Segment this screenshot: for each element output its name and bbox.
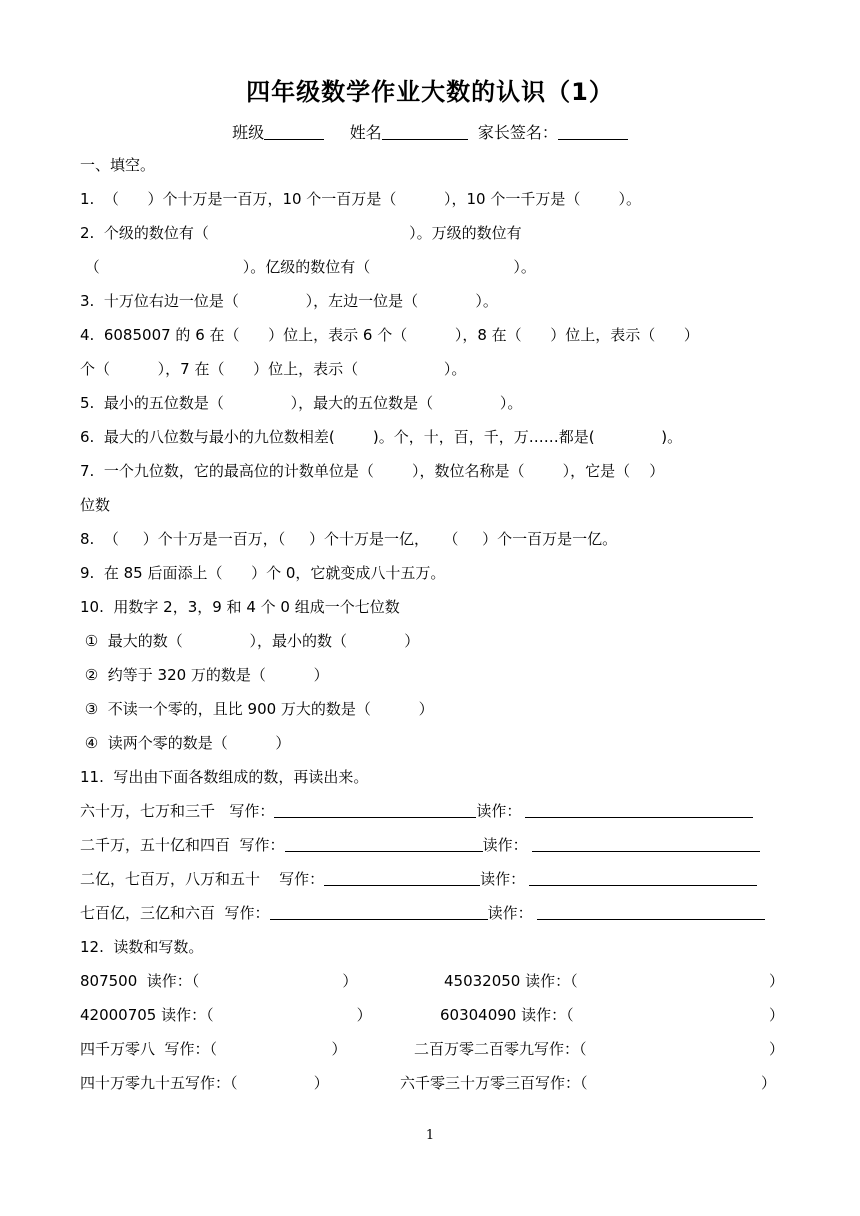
read-label: 读作：: [476, 802, 522, 820]
question-7-line-2: 位数: [80, 496, 111, 514]
q12-right: 45032050 读作：（: [444, 972, 578, 990]
question-2-line-2: （ ）。亿级的数位有（ ）。: [80, 258, 536, 276]
q11-row: [80, 832, 790, 858]
close-paren: ）: [768, 972, 784, 990]
question-10-part-3: ③ 不读一个零的，且比 900 万大的数是（ ）: [80, 700, 434, 718]
q11-row-label: 七百亿，三亿和六百: [80, 904, 225, 922]
q12-row-right: [400, 1070, 790, 1096]
question-1: 1. （ ）个十万是一百万，10 个一百万是（ ），10 个一千万是（ ）。: [80, 190, 641, 208]
write-blank: [324, 869, 480, 886]
q11-row-label: 六十万，七万和三千: [80, 802, 230, 820]
close-paren: ）: [768, 1006, 784, 1024]
question-10-part-2: ② 约等于 320 万的数是（ ）: [80, 666, 329, 684]
question-9: 9. 在 85 后面添上（ ）个 0，它就变成八十五万。: [80, 564, 446, 582]
close-paren: ）: [760, 1074, 776, 1092]
q12-right: 六千零三十万零三百写作：（: [400, 1074, 588, 1092]
signature-line: [0, 120, 860, 146]
read-blank: [532, 835, 760, 852]
write-blank: [270, 903, 488, 920]
q11-row-label: 二亿，七百万，八万和五十: [80, 870, 280, 888]
write-label: 写作：: [229, 802, 275, 820]
parent-sign-blank: [558, 123, 628, 140]
name-label: 姓名: [349, 123, 382, 142]
q11-row-label: 二千万，五十亿和四百: [80, 836, 240, 854]
write-blank: [274, 801, 476, 818]
parent-sign-label: 家长签名：: [477, 123, 558, 142]
q12-left: 807500 读作：（ ）: [80, 972, 358, 990]
q12-left: 四十万零九十五写作：（ ）: [80, 1074, 329, 1092]
q12-row-right: [440, 1002, 790, 1028]
write-blank: [285, 835, 483, 852]
read-blank: [525, 801, 753, 818]
write-label: 写作：: [239, 836, 285, 854]
read-blank: [537, 903, 765, 920]
read-label: 读作：: [487, 904, 533, 922]
question-4-line-1: 4. 6085007 的 6 在（ ）位上，表示 6 个（ ），8 在（ ）位上，表示（ ）: [80, 326, 699, 344]
q12-left: 42000705 读作：（ ）: [80, 1006, 372, 1024]
q11-row: [80, 798, 790, 824]
read-label: 读作：: [482, 836, 528, 854]
q12-right: 二百万零二百零九写作：（: [414, 1040, 587, 1058]
page-title: 四年级数学作业大数的认识（1）: [246, 78, 614, 106]
q12-row-right: [444, 968, 790, 994]
question-10: 10. 用数字 2，3，9 和 4 个 0 组成一个七位数: [80, 598, 400, 616]
section-heading: 一、填空。: [80, 156, 156, 174]
name-blank: [382, 123, 468, 140]
question-11: 11. 写出由下面各数组成的数，再读出来。: [80, 768, 369, 786]
q11-row: [80, 900, 790, 926]
write-label: 写作：: [224, 904, 270, 922]
q12-left: 四千万零八 写作：（ ）: [80, 1040, 347, 1058]
page-number: 1: [425, 1128, 435, 1143]
read-blank: [529, 869, 757, 886]
q11-row: [80, 866, 790, 892]
close-paren: ）: [768, 1040, 784, 1058]
read-label: 读作：: [480, 870, 526, 888]
question-8: 8. （ ）个十万是一百万，（ ）个十万是一亿， （ ）个一百万是一亿。: [80, 530, 618, 548]
question-6: 6. 最大的八位数与最小的九位数相差( )。个，十，百，千，万……都是( )。: [80, 428, 683, 446]
question-3: 3. 十万位右边一位是（ ），左边一位是（ ）。: [80, 292, 498, 310]
question-4-line-2: 个（ ），7 在（ ）位上，表示（ ）。: [80, 360, 467, 378]
question-2-line-1: 2. 个级的数位有（ ）。万级的数位有: [80, 224, 522, 242]
question-12: 12. 读数和写数。: [80, 938, 204, 956]
question-10-part-1: ① 最大的数（ ），最小的数（ ）: [80, 632, 420, 650]
write-label: 写作：: [279, 870, 325, 888]
class-blank: [264, 123, 324, 140]
question-7-line-1: 7. 一个九位数，它的最高位的计数单位是（ ），数位名称是（ ），它是（ ）: [80, 462, 665, 480]
question-5: 5. 最小的五位数是（ ），最大的五位数是（ ）。: [80, 394, 523, 412]
q12-right: 60304090 读作：（: [440, 1006, 574, 1024]
q12-row-right: [414, 1036, 790, 1062]
class-label: 班级: [232, 123, 265, 142]
question-10-part-4: ④ 读两个零的数是（ ）: [80, 734, 291, 752]
